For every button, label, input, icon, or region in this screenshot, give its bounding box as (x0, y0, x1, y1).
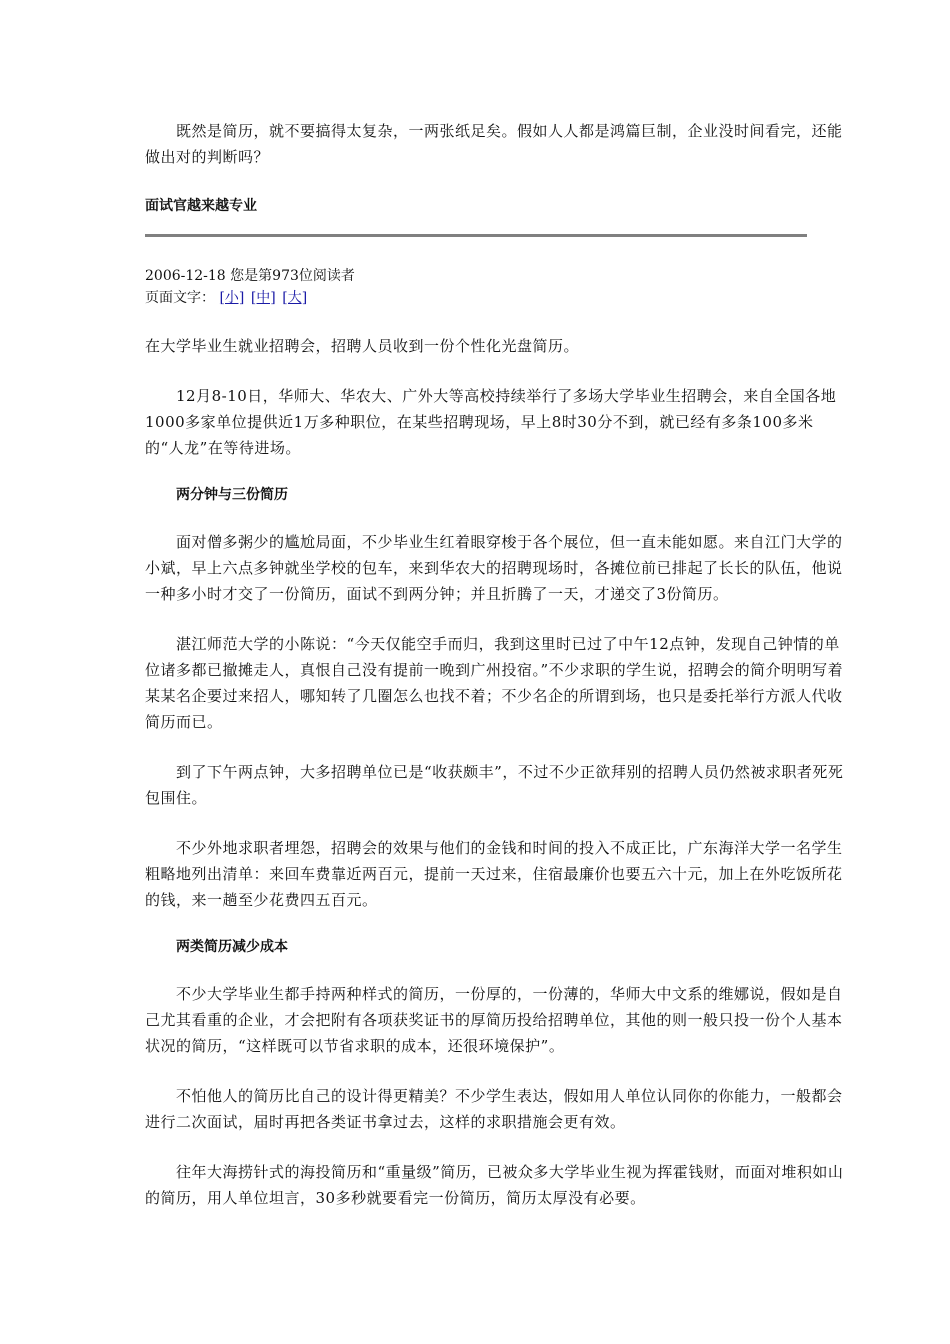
body-paragraph: 湛江师范大学的小陈说：“今天仅能空手而归，我到这里时已过了中午12点钟，发现自己钟情的单位诸多都已撤摊走人，真恨自己没有提前一晚到广州投宿。”不少求职的学生说，招聘会的简介明明写着某某名企要过来招人，哪知转了几圈怎么也找不着；不少名企的所谓到场，也只是委托举行方派人代收简历而已。 (145, 635, 844, 731)
lead-paragraph: 在大学毕业生就业招聘会，招聘人员收到一份个性化光盘简历。 (145, 337, 580, 355)
font-large-link[interactable]: [大] (282, 290, 308, 306)
publish-date: 2006-12-18 (145, 268, 226, 284)
body-paragraph: 不怕他人的简历比自己的设计得更精美？不少学生表达，假如用人单位认同你的你能力，一般都会进行二次面试，届时再把各类证书拿过去，这样的求职措施会更有效。 (145, 1087, 843, 1131)
body-paragraph: 不少大学毕业生都手持两种样式的简历，一份厚的，一份薄的，华师大中文系的维娜说，假如是自己尤其看重的企业，才会把附有各项获奖证书的厚简历投给招聘单位，其他的则一般只投一份个人基本状况的简历，“这样既可以节省求职的成本，还很环境保护”。 (145, 985, 843, 1055)
section-heading: 两分钟与三份简历 (176, 487, 288, 503)
font-small-link[interactable]: [小] (219, 290, 245, 306)
body-paragraph: 12月8-10日，华师大、华农大、广外大等高校持续举行了多场大学毕业生招聘会，来自全国各地1000多家单位提供近1万多种职位，在某些招聘现场，早上8时30分不到，就已经有多条100多米的“人龙”在等待进场。 (145, 387, 837, 457)
body-paragraph: 往年大海捞针式的海投简历和“重量级”简历，已被众多大学毕业生视为挥霍钱财，而面对堆积如山的简历，用人单位坦言，30多秒就要看完一份简历，简历太厚没有必要。 (145, 1163, 844, 1207)
body-paragraph: 不少外地求职者埋怨，招聘会的效果与他们的金钱和时间的投入不成正比，广东海洋大学一名学生粗略地列出清单：来回车费靠近两百元，提前一天过来，住宿最廉价也要五六十元，加上在外吃饭所花的钱，来一趟至少花费四五百元。 (145, 839, 843, 909)
intro-paragraph: 既然是简历，就不要搞得太复杂，一两张纸足矣。假如人人都是鸿篇巨制，企业没时间看完，还能做出对的判断吗？ (145, 122, 843, 166)
article-title: 面试官越来越专业 (145, 198, 257, 214)
font-size-selector (145, 287, 847, 309)
section-heading: 两类简历减少成本 (176, 939, 288, 955)
font-medium-link[interactable]: [中] (250, 290, 276, 306)
article-meta (145, 265, 847, 287)
body-paragraph: 面对僧多粥少的尴尬局面，不少毕业生红着眼穿梭于各个展位，但一直未能如愿。来自江门大学的小斌，早上六点多钟就坐学校的包车，来到华农大的招聘现场时，各摊位前已排起了长长的队伍，他说一种多小时才交了一份简历，面试不到两分钟；并且折腾了一天，才递交了3份简历。 (145, 533, 843, 603)
article (145, 118, 847, 1235)
body-paragraph: 到了下午两点钟，大多招聘单位已是“收获颇丰”，不过不少正欲拜别的招聘人员仍然被求职者死死包围住。 (145, 763, 844, 807)
title-divider (145, 234, 807, 237)
font-size-label: 页面文字： (145, 290, 215, 306)
reader-count: 您是第973位阅读者 (230, 268, 355, 284)
